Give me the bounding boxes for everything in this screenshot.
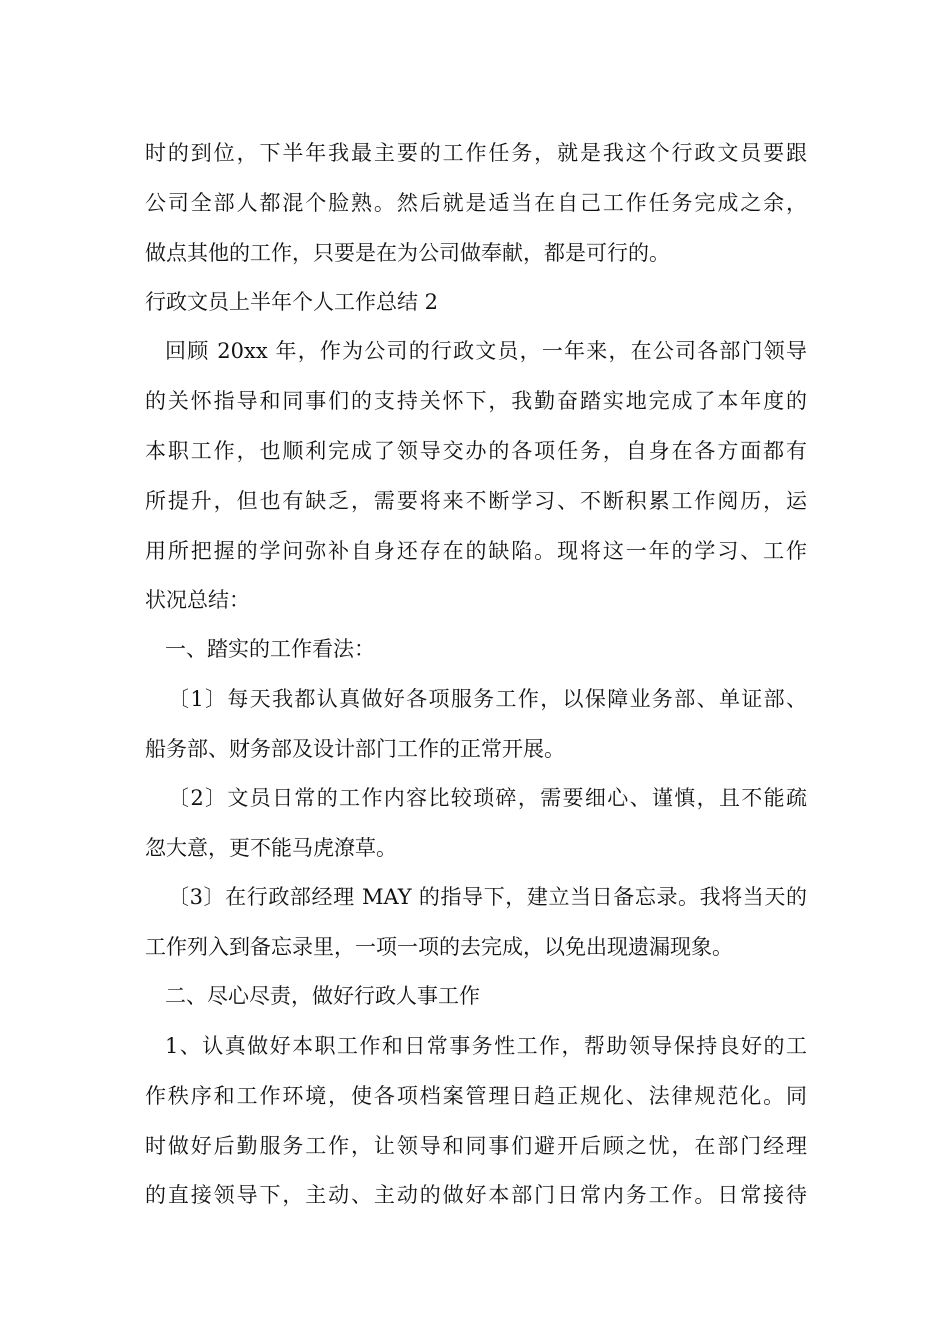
paragraph-line: 做点其他的工作，只要是在为公司做奉献，都是可行的。 [145,241,670,265]
list-item-1: 〔1〕每天我都认真做好各项服务工作，以保障业务部、单证部、 [168,687,807,711]
paragraph-line: 忽大意，更不能马虎潦草。 [145,836,397,860]
list-item-2: 〔2〕文员日常的工作内容比较琐碎，需要细心、谨慎，且不能疏 [168,786,807,810]
paragraph-line: 状况总结： [145,588,250,612]
paragraph-line: 时做好后勤服务工作，让领导和同事们避开后顾之忧，在部门经理 [145,1134,807,1158]
section-heading: 行政文员上半年个人工作总结 2 [145,290,439,314]
paragraph-line: 所提升，但也有缺乏，需要将来不断学习、不断积累工作阅历，运 [145,489,807,513]
paragraph-line: 作秩序和工作环境，使各项档案管理日趋正规化、法律规范化。同 [145,1084,807,1108]
list-item-4: 1、认真做好本职工作和日常事务性工作，帮助领导保持良好的工 [165,1034,807,1058]
paragraph-line: 时的到位，下半年我最主要的工作任务，就是我这个行政文员要跟 [145,141,807,165]
subheading-2: 二、尽心尽责，做好行政人事工作 [165,984,480,1008]
paragraph-line: 用所把握的学问弥补自身还存在的缺陷。现将这一年的学习、工作 [145,539,807,563]
paragraph-line: 工作列入到备忘录里，一项一项的去完成，以免出现遗漏现象。 [145,935,733,959]
paragraph-line: 公司全部人都混个脸熟。然后就是适当在自己工作任务完成之余， [145,191,807,215]
subheading-1: 一、踏实的工作看法： [165,637,375,661]
paragraph-line: 船务部、财务部及设计部门工作的正常开展。 [145,737,565,761]
paragraph-line: 回顾 20xx 年，作为公司的行政文员，一年来，在公司各部门领导 [165,339,807,363]
list-item-3: 〔3〕在行政部经理 MAY 的指导下，建立当日备忘录。我将当天的 [168,885,807,909]
paragraph-line: 本职工作，也顺利完成了领导交办的各项任务，自身在各方面都有 [145,439,807,463]
paragraph-line: 的直接领导下，主动、主动的做好本部门日常内务工作。日常接待 [145,1183,807,1207]
paragraph-line: 的关怀指导和同事们的支持关怀下，我勤奋踏实地完成了本年度的 [145,389,807,413]
